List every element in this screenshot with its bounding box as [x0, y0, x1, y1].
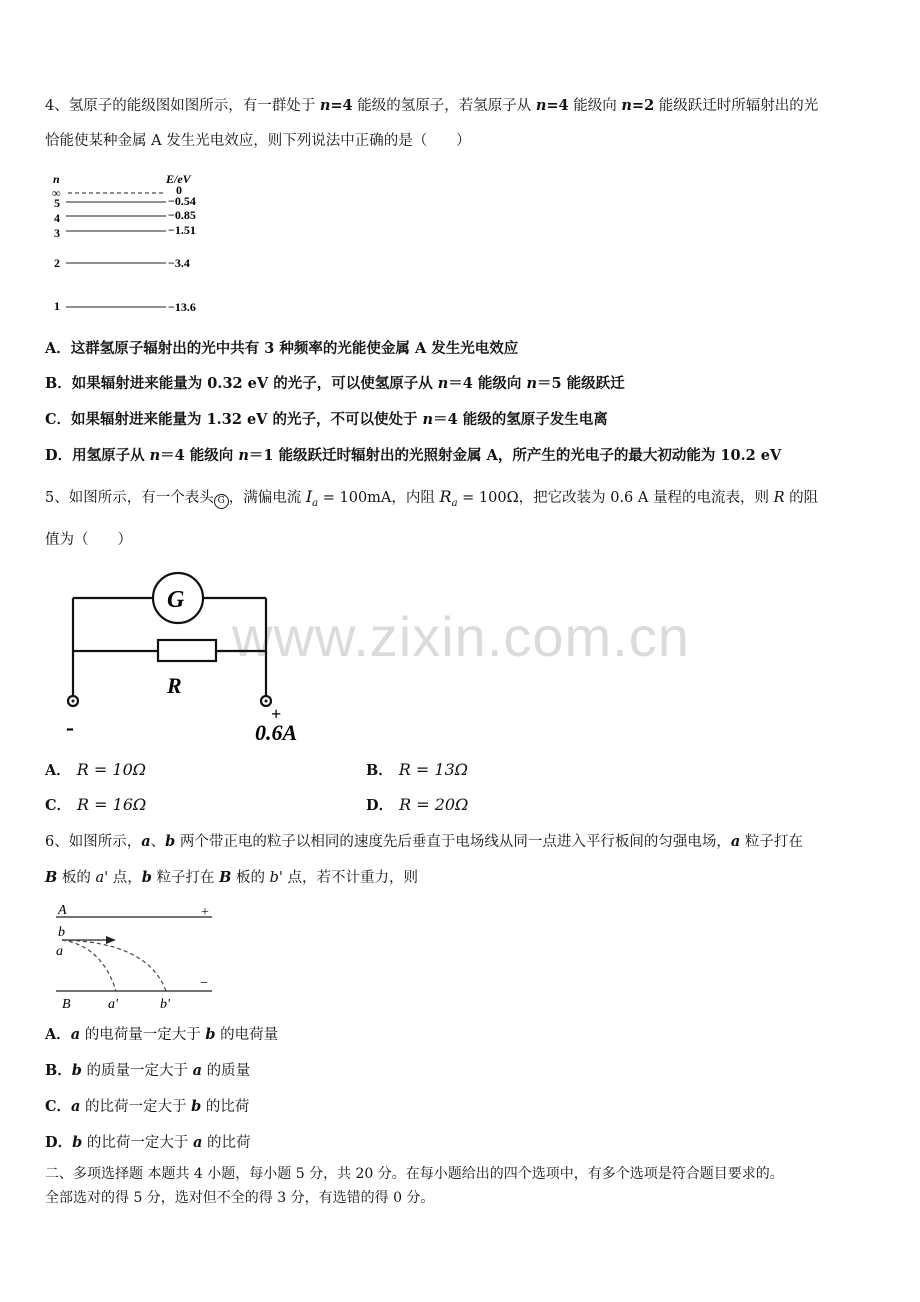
q4-stem-line2: 恰能使某种金属 A 发生光电效应，则下列说法中正确的是（ ）	[45, 133, 471, 149]
level-energy-5: −0.54	[168, 194, 196, 208]
plate-b-label: B	[62, 997, 71, 1012]
section2-instructions-line1: 二、多项选择题 本题共 4 小题，每小题 5 分，共 20 分。在每小题给出的四个选项中，有多个选项是符合题目要求的。	[45, 1166, 784, 1182]
plus-label: +	[271, 704, 282, 724]
level-energy-inf: 0	[176, 183, 182, 197]
level-label-4: 4	[54, 211, 60, 225]
plate-a-label: A	[58, 903, 67, 918]
q6-stem-line2: B 板的 a' 点，b 粒子打在 B 板的 b' 点，若不计重力，则	[45, 869, 418, 886]
q5-option-c[interactable]: C． R = 16Ω	[45, 795, 147, 814]
galvanometer-label: G	[167, 587, 185, 613]
level-energy-1: −13.6	[168, 300, 196, 314]
parallel-plate-diagram	[50, 898, 220, 1013]
ammeter-circuit-diagram	[55, 568, 315, 748]
energy-level-diagram	[46, 170, 216, 320]
energy-axis-label: E/eV	[166, 172, 191, 186]
q4-option-d[interactable]: D．用氢原子从 n＝4 能级向 n＝1 能级跃迁时辐射出的光照射金属 A，所产生的光电子的最大初动能为 10.2 eV	[45, 447, 782, 464]
q6-option-d[interactable]: D．b 的比荷一定大于 a 的比荷	[45, 1134, 251, 1151]
resistor-label: R	[167, 673, 182, 698]
trajectory-a	[62, 940, 116, 991]
level-label-5: 5	[54, 196, 60, 210]
q4-option-b[interactable]: B．如果辐射进来能量为 0.32 eV 的光子，可以使氢原子从 n＝4 能级向 n＝5 能级跃迁	[45, 375, 625, 392]
resistor-symbol	[158, 640, 216, 661]
q4-option-c[interactable]: C．如果辐射进来能量为 1.32 eV 的光子，不可以使处于 n＝4 能级的氢原子发生电离	[45, 411, 608, 428]
q5-option-d[interactable]: D． R = 20Ω	[366, 795, 469, 814]
q6-stem-line1: 6、如图所示，a、b 两个带正电的粒子以相同的速度先后垂直于电场线从同一点进入平行板间的匀强电场，a 粒子打在	[45, 833, 803, 850]
q4-option-a[interactable]: A．这群氢原子辐射出的光中共有 3 种频率的光能使金属 A 发生光电效应	[45, 340, 519, 357]
q6-option-b[interactable]: B．b 的质量一定大于 a 的质量	[45, 1062, 251, 1079]
q5-stem-line1: 5、如图所示，有一个表头 G ，满偏电流 $I_a = 100mA$，内阻 $R_a = 100\Omega$，把它改装为 0.6 A 量程的电流表，则 R 的阻	[45, 487, 819, 509]
watermark: www.zixin.com.cn	[232, 605, 690, 668]
q6-option-a[interactable]: A．a 的电荷量一定大于 b 的电荷量	[45, 1026, 279, 1043]
plate-a-plus: +	[201, 905, 209, 920]
trajectory-b	[62, 940, 166, 991]
range-label: 0.6A	[255, 720, 298, 745]
level-label-1: 1	[54, 299, 60, 313]
level-energy-4: −0.85	[168, 208, 196, 222]
point-aprime-label: a'	[108, 997, 118, 1012]
galvanometer-icon: G	[214, 494, 229, 509]
q5-stem-line2: 值为（ ）	[45, 532, 132, 548]
level-energy-3: −1.51	[168, 223, 196, 237]
q5-option-a[interactable]: A． R = 10Ω	[45, 760, 147, 779]
minus-label: -	[66, 715, 74, 741]
q5-option-b[interactable]: B． R = 13Ω	[366, 760, 469, 779]
level-label-3: 3	[54, 226, 60, 240]
point-bprime-label: b'	[160, 997, 170, 1012]
q6-option-c[interactable]: C．a 的比荷一定大于 b 的比荷	[45, 1098, 250, 1115]
level-label-2: 2	[54, 256, 60, 270]
particle-b-label: b	[58, 925, 65, 940]
n-axis-label: n	[53, 172, 60, 186]
section2-instructions-line2: 全部选对的得 5 分，选对但不全的得 3 分，有选错的得 0 分。	[45, 1190, 435, 1206]
level-energy-2: −3.4	[168, 256, 190, 270]
q4-stem-line1: 4、氢原子的能级图如图所示，有一群处于 n=4 能级的氢原子，若氢原子从 n=4 能级向 n=2 能级跃迁时所辐射出的光	[45, 97, 819, 114]
particle-a-label: a	[56, 944, 63, 959]
plate-b-minus: −	[200, 976, 208, 991]
level-label-inf: ∞	[52, 186, 61, 200]
